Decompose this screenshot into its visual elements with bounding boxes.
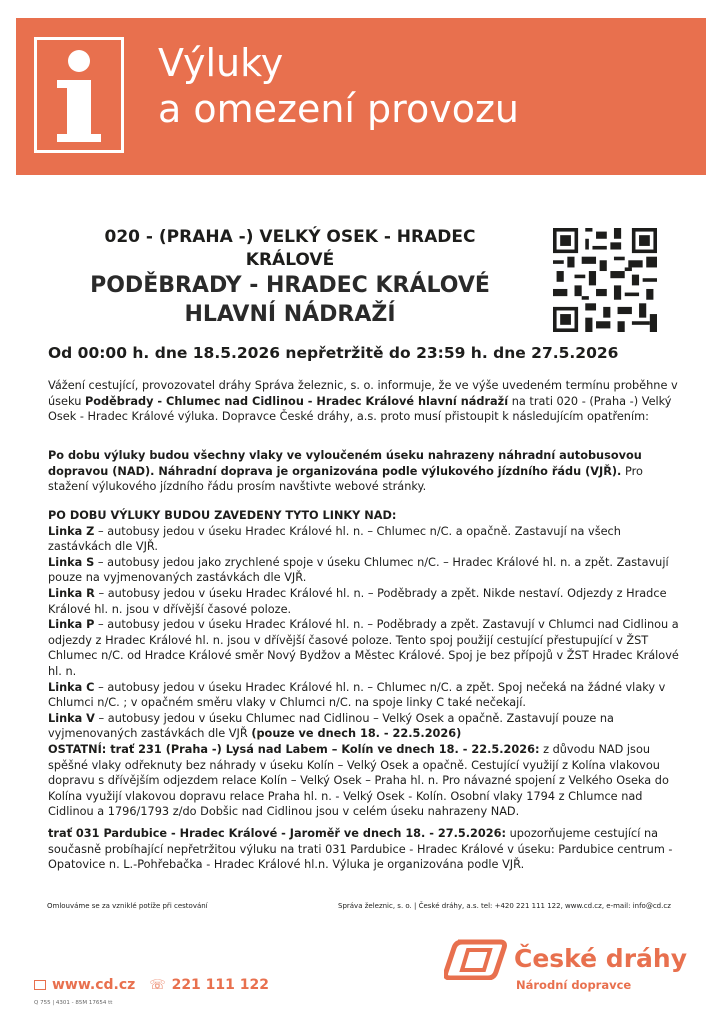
line-text-c: – autobusy jedou v úseku Hradec Králové hl. n. – Chlumec n/C. a zpět. Spoj nečeká na žádné vlaky v Chlumci n/C. ; v opačném směru vlaky v Chlumci n/C. na spoje linky C také nečekají. xyxy=(48,680,666,710)
route-section-line1: PODĚBRADY - HRADEC KRÁLOVÉ xyxy=(90,273,490,298)
banner-title xyxy=(158,40,519,132)
list-item xyxy=(48,711,682,742)
line-text-p: – autobusy jedou v úseku Hradec Králové hl. n. – Poděbrady a zpět. Zastavují v Chlumci nad Cidlinou a odjezdy z Hradec Králové hl. n. jsou v dřívější časové poloze. Tento spoj použijí cestující přestupující v ŽST Chlumec n/C. od Hradce Králové směr Nový Bydžov a Městec Králové. Spoj je bez přípojů v ŽST Hradec Králové hl. n. xyxy=(48,618,679,678)
qr-code-icon[interactable] xyxy=(553,228,657,332)
header-banner xyxy=(16,18,706,175)
list-item xyxy=(48,680,682,711)
document-code: Q 755 | 4301 - 85M 17654 tt xyxy=(34,1000,113,1006)
intro-section: Poděbrady - Chlumec nad Cidlinou - Hradec Králové hlavní nádraží xyxy=(84,394,509,408)
line-label-r: Linka R xyxy=(48,586,95,600)
contact-note: Správa železnic, s. o. | České dráhy, a.s. tel: +420 221 111 122, www.cd.cz, e-mail: info@cd.cz xyxy=(338,902,671,910)
nad-lines-section xyxy=(48,508,682,742)
phone-icon: ☏ xyxy=(149,977,166,993)
line-label-p: Linka P xyxy=(48,618,95,632)
other-bold-text: OSTATNÍ: trať 231 (Praha -) Lysá nad Labem – Kolín ve dnech 18. - 22.5.2026: xyxy=(48,743,540,756)
info-icon-dot xyxy=(68,50,90,72)
web-link[interactable]: www.cd.cz xyxy=(52,977,136,993)
track031-paragraph xyxy=(48,826,682,873)
cd-logo-icon xyxy=(444,938,508,980)
banner-title-line2: a omezení provozu xyxy=(158,87,519,131)
intro-paragraph xyxy=(48,378,682,425)
list-item xyxy=(48,555,682,586)
other-paragraph xyxy=(48,742,682,820)
intro-text-c: na trati 020 - (Praha -) Velký Osek - Hradec Králové výluka. Dopravce České dráhy, a.s. proto musí přistoupit k následujícím opatřením: xyxy=(48,394,672,424)
line-label-s: Linka S xyxy=(48,555,95,569)
line-label-c: Linka C xyxy=(48,680,95,694)
banner-title-line1: Výluky xyxy=(158,41,284,85)
track031-bold-text: trať 031 Pardubice - Hradec Králové - Jaroměř ve dnech 18. - 27.5.2026: xyxy=(48,827,507,840)
list-item xyxy=(48,586,682,617)
list-item xyxy=(48,524,682,555)
nad-lines-heading: PO DOBU VÝLUKY BUDOU ZAVEDENY TYTO LINKY NAD: xyxy=(48,509,397,522)
route-section xyxy=(60,271,520,329)
monitor-icon xyxy=(34,980,46,990)
phone-number[interactable]: 221 111 122 xyxy=(171,977,269,993)
contact-bar xyxy=(34,977,269,993)
line-text-z: – autobusy jedou v úseku Hradec Králové hl. n. – Chlumec n/C. a opačně. Zastavují na všech zastávkách dle VJŘ. xyxy=(48,524,621,554)
route-title-line2: KRÁLOVÉ xyxy=(245,250,335,270)
route-title-line1: 020 - (PRAHA -) VELKÝ OSEK - HRADEC xyxy=(104,227,476,247)
brand-name: České dráhy xyxy=(514,944,687,973)
other-text: z důvodu NAD jsou spěšné vlaky odřeknuty bez náhrady v úseku Kolín – Velký Osek a opačně. Cestující využijí z Kolína vlakovou dopravu s dřívějším odjezdem relace Kolín – Velký Osek – Praha hl. n. Pro návazné spojení z Velkého Oseka do Kolína využijí vlakovou dopravu relace Praha hl. n. - Velký Osek - Kolín. Osobní vlaky 1794 z Chlumce nad Cidlinou a 1796/1793 z/do Dobšic nad Cidlinou jsou v celém úseku nahrazeny NAD. xyxy=(48,743,669,819)
validity-dates: Od 00:00 h. dne 18.5.2026 nepřetržitě do 23:59 h. dne 27.5.2026 xyxy=(48,344,619,362)
nad-bold-text: Po dobu výluky budou všechny vlaky ve vyloučeném úseku nahrazeny náhradní autobusovou dopravou (NAD). Náhradní doprava je organizována podle výlukového jízdního řádu (VJŘ). xyxy=(48,449,642,478)
info-icon-stem xyxy=(67,80,91,136)
nad-paragraph xyxy=(48,448,682,495)
route-section-line2: HLAVNÍ NÁDRAŽÍ xyxy=(184,302,396,327)
line-text-v: – autobusy jedou v úseku Chlumec nad Cidlinou – Velký Osek a opačně. Zastavují pouze na vyjmenovaných zastávkách dle VJŘ xyxy=(48,711,614,741)
route-title xyxy=(60,226,520,272)
line-label-z: Linka Z xyxy=(48,524,95,538)
line-text-r: – autobusy jedou v úseku Hradec Králové hl. n. – Poděbrady a zpět. Nikde nestaví. Odjezdy z Hradce Králové hl. n. jsou v dřívější časové poloze. xyxy=(48,586,667,616)
list-item xyxy=(48,617,682,679)
line-label-v: Linka V xyxy=(48,711,95,725)
intro-text-a: Vážení cestující, provozovatel dráhy Správa železnic, s. o. informuje, že ve výše uvedeném termínu proběhne v úseku xyxy=(48,379,678,408)
track031-text: upozorňujeme cestující na současně probíhající nepřetržitou výluku na trati 031 Pardubice - Hradec Králové v úseku: Pardubice centrum - Opatovice n. L.-Pohřebačka - Hradec Králové hl.n. Výluka je organizována podle VJŘ. xyxy=(48,827,673,872)
apology-note: Omlouváme se za vzniklé potíže při cestování xyxy=(47,902,208,910)
line-text-s: – autobusy jedou jako zrychlené spoje v úseku Chlumec n/C. – Hradec Králové hl. n. a zpět. Zastavují pouze na vyjmenovaných zastávkách dle VJŘ. xyxy=(48,555,669,585)
brand-subtitle: Národní dopravce xyxy=(516,978,632,992)
nad-text: Pro stažení výlukového jízdního řádu prosím navštivte webové stránky. xyxy=(48,464,643,494)
line-tail-v: (pouze ve dnech 18. - 22.5.2026) xyxy=(251,727,462,741)
info-icon xyxy=(34,37,124,153)
